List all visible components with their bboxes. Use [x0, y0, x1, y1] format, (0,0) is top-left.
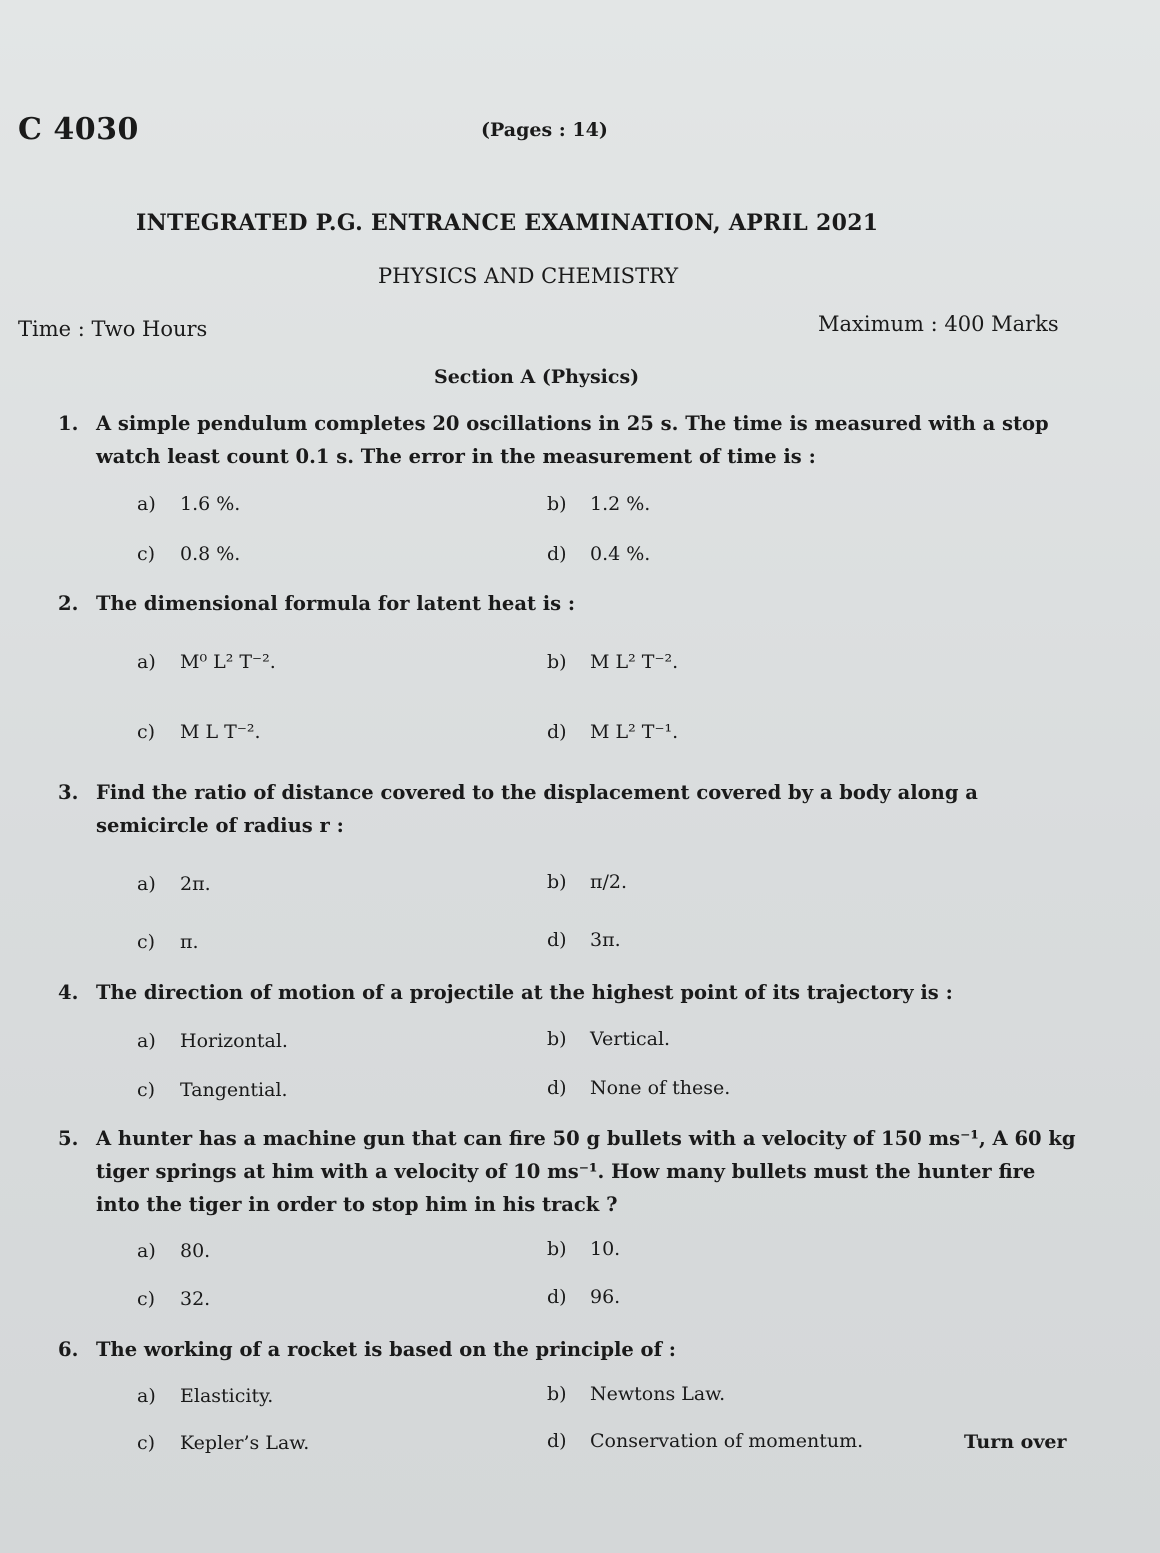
option-c: c) M L T⁻².	[137, 721, 261, 743]
option-c: c) 0.8 %.	[137, 543, 241, 565]
question-6	[58, 1333, 1078, 1366]
option-d: d) None of these.	[547, 1077, 731, 1099]
question-text: The working of a rocket is based on the principle of :	[96, 1338, 676, 1361]
question-1	[58, 407, 1078, 473]
option-a: a) 80.	[137, 1240, 211, 1262]
maximum-marks: Maximum : 400 Marks	[818, 312, 1059, 336]
section-heading: Section A (Physics)	[434, 366, 640, 388]
turn-over-note: Turn over	[964, 1431, 1067, 1453]
option-a: a) 2π.	[137, 873, 211, 895]
option-c: c) Tangential.	[137, 1079, 288, 1101]
question-4	[58, 976, 1078, 1009]
question-number: 2.	[58, 592, 79, 615]
paper-code: C 4030	[18, 112, 139, 147]
option-d: d) 96.	[547, 1286, 621, 1308]
option-b: b) Newtons Law.	[547, 1383, 726, 1405]
question-text: The dimensional formula for latent heat is :	[96, 592, 576, 615]
option-d: d) 3π.	[547, 929, 621, 951]
page-count: (Pages : 14)	[481, 119, 608, 141]
question-text: A simple pendulum completes 20 oscillations in 25 s. The time is measured with a stop watch least count 0.1 s. The error in the measurement of time is :	[96, 412, 1049, 468]
time-allowed: Time : Two Hours	[18, 317, 208, 341]
option-b: b) π/2.	[547, 871, 628, 893]
option-d: d) M L² T⁻¹.	[547, 721, 679, 743]
option-a: a) 1.6 %.	[137, 493, 241, 515]
question-number: 5.	[58, 1127, 79, 1150]
question-3	[58, 776, 1078, 842]
option-a: a) Horizontal.	[137, 1030, 288, 1052]
exam-title: INTEGRATED P.G. ENTRANCE EXAMINATION, APRIL 2021	[136, 210, 879, 236]
option-b: b) 10.	[547, 1238, 621, 1260]
option-d: d) Conservation of momentum.	[547, 1430, 864, 1452]
subject-title: PHYSICS AND CHEMISTRY	[378, 264, 679, 288]
question-number: 1.	[58, 412, 79, 435]
question-text: A hunter has a machine gun that can fire 50 g bullets with a velocity of 150 ms⁻¹, A 60 kg tiger springs at him with a velocity of 10 ms⁻¹. How many bullets must the hunter fire into the tiger in order to stop him in his track ?	[96, 1127, 1076, 1216]
option-c: c) π.	[137, 931, 199, 953]
question-2	[58, 587, 1078, 620]
option-a: a) M⁰ L² T⁻².	[137, 651, 276, 673]
option-d: d) 0.4 %.	[547, 543, 651, 565]
option-c: c) 32.	[137, 1288, 211, 1310]
question-number: 3.	[58, 781, 79, 804]
option-c: c) Kepler’s Law.	[137, 1432, 310, 1454]
option-a: a) Elasticity.	[137, 1385, 274, 1407]
question-number: 6.	[58, 1338, 79, 1361]
question-text: Find the ratio of distance covered to the displacement covered by a body along a semicircle of radius r :	[96, 781, 978, 837]
option-b: b) Vertical.	[547, 1028, 671, 1050]
question-5	[58, 1122, 1078, 1221]
question-number: 4.	[58, 981, 79, 1004]
option-b: b) 1.2 %.	[547, 493, 651, 515]
question-text: The direction of motion of a projectile at the highest point of its trajectory is :	[96, 981, 953, 1004]
option-b: b) M L² T⁻².	[547, 651, 679, 673]
